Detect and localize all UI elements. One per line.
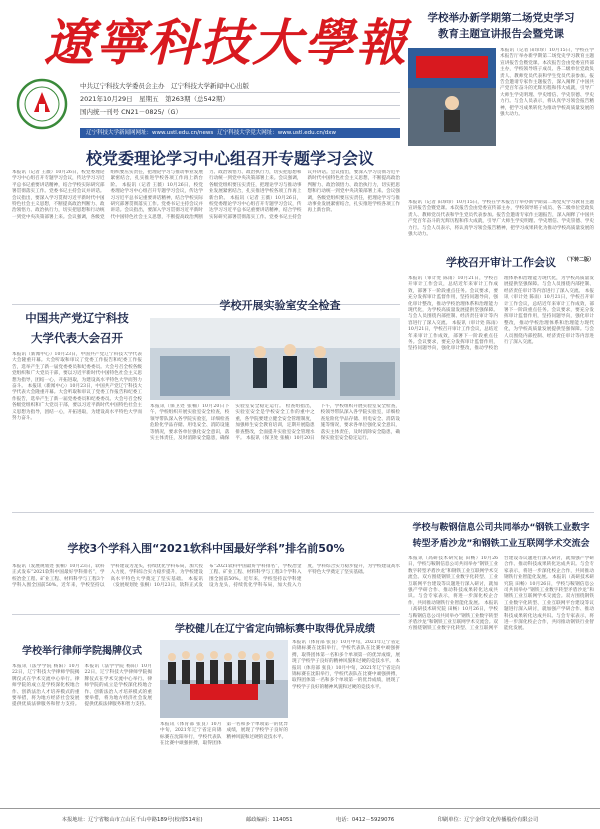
sport-body-right: 本报讯（体育部 张良）10月中旬，2021年辽宁省定向锦标赛在沈阳举行，学校代表队在比赛中顽强拼搏，取得团体第一名和多个单项第一的优异成绩，展现了学校学子良好的精神风貌和过硬的竞技水平。 本报讯（体育部 张良）10月中旬，2021年辽宁省定向锦标赛在沈阳举行，学校代表队在比赛中顽强拼搏，取得团体第一名和多个单项第一的优异成绩，展现了学校学子良好的精神风貌和过硬的竞技水平。 — [292, 640, 400, 690]
party-history-title-1: 学校举办新学期第二场党史学习 — [427, 12, 575, 24]
congress-body: 本报讯（新闻中心）10月23日，中国共产党辽宁科技大学代表大会隆重开幕。大会听取和审议了党委工作报告和纪委工作报告，选举产生了新一届党委委员和纪委委员。大会号召全校各级党组织和广大党员干部，要以习近平新时代中国特色社会主义思想为指导，团结一心，开拓进取，为建设高水平特色大学而努力奋斗。 本报讯（新闻中心）10月23日，中国共产党辽宁科技大学代表大会隆重开幕。大会听取和审议了党委工作报告和纪委工作报告，选举产生了新一届党委委员和纪委委员。大会号召全校各级党组织和广大党员干部，要以习近平新时代中国特色社会主义思想为指导，团结一心，开拓进取，为建设高水平特色大学而努力奋斗。 — [12, 352, 142, 422]
audit-body: 本报讯（审计处 陈雨）10月21日，学校召开审计工作会议，总结近年来审计工作成效，部署下一阶段重点任务。会议要求，要充分发挥审计监督作用，坚持问题导向，强化审计整改，推动学校治理体系和治理能力现代化，为学校高质量发展提供坚强保障。与会人员围绕内部控制、经济责任审计等内容进行了深入交流。 本报讯（审计处 陈雨）10月21日，学校召开审计工作会议，总结近年来审计工作成效，部署下一阶段重点任务。会议要求，要充分发挥审计监督作用，坚持问题导向，强化审计整改，推动学校治理体系和治理能力现代化，为学校高质量发展提供坚强保障。与会人员围绕内部控制、经济责任审计等内容进行了深入交流。 本报讯（审计处 陈雨）10月21日，学校召开审计工作会议，总结近年来审计工作成效，部署下一阶段重点任务。会议要求，要充分发挥审计监督作用，坚持问题导向，强化审计整改，推动学校治理体系和治理能力现代化，为学校高质量发展提供坚强保障。与会人员围绕内部控制、经济责任审计等内容进行了深入交流。 — [408, 276, 594, 352]
safety-body: 本报讯（保卫处 张楠）10月20日下午，学校组织开展实验室安全检查，校领导带队深入各学院实验室，详细检查危险化学品存储、用电安全、消防设施等情况，要求各单位强化安全意识，落实主体责任，及时消除安全隐患，确保实验室安全稳定运行。 检查组指出，实验室安全是学校安全工作的重中之重，各学院要建立健全安全管理制度，加强师生安全教育培训，定期开展隐患排查整改，全面提升实验室安全管理水平。 本报讯（保卫处 张楠）10月20日下午，学校组织开展实验室安全检查，校领导带队深入各学院实验室，详细检查危险化学品存储、用电安全、消防设施等情况，要求各单位强化安全意识，落实主体责任，及时消除安全隐患，确保实验室安全稳定运行。 — [150, 404, 400, 442]
footer-address: 本报地址：辽宁省鞍山市立山区千山中路189号(校部514室) — [61, 816, 203, 823]
party-history-body: 本报讯（记者 田珍珍）10月15日，学校在学术报告厅举办新学期第二场党史学习教育主题宣讲报告会暨党课。本次报告会由党委宣传部主办，学校领导班子成员、各二级单位党政负责人、教师党员代表和学生党员代表参加。报告会邀请专家作主题报告，深入阐释了中国共产党百年奋斗的光辉历程和伟大成就，引导广大师生学史明理、学史增信、学史崇德、学史力行。与会人员表示，将认真学习领会报告精神，把学习成果转化为推动学校高质量发展的强大动力。 — [500, 48, 594, 118]
forum-headline-2: 转型矛盾沙龙”和钢铁工业互联网学术交流会 — [412, 539, 590, 549]
divider — [12, 512, 594, 513]
ceremony-headline: 学校举行律师学院揭牌仪式 — [22, 646, 142, 657]
ranking-headline: 学校3个学科入围“2021软科中国最好学科”排名前50% — [67, 542, 345, 555]
party-history-title-2: 教育主题宣讲报告会暨党课 — [438, 28, 564, 40]
website-bar — [80, 128, 400, 138]
article-forum — [408, 520, 594, 806]
safety-inspection-photo — [150, 318, 400, 400]
sport-headline: 学校健儿在辽宁省定向锦标赛中取得优异成绩 — [175, 624, 375, 635]
ranking-body: 本报讯（发展规划处 张桐）10月23日，软科正式发布“2021软科中国最好学科排名”，学校冶金工程、矿业工程、材料科学与工程3个学科入围全国前50%。近年来，学校坚持以学科建设为龙头，持续优化学科布局，加大投入力度，学科综合实力稳步提升，为学校建设高水平特色大学奠定了坚实基础。 本报讯（发展规划处 张桐）10月23日，软科正式发布“2021软科中国最好学科排名”，学校冶金工程、矿业工程、材料科学与工程3个学科入围全国前50%。近年来，学校坚持以学科建设为龙头，持续优化学科布局，加大投入力度，学科综合实力稳步提升，为学校建设高水平特色大学奠定了坚实基础。 — [12, 564, 400, 589]
footer-zip: 邮政编码：114051 — [245, 816, 293, 823]
continued-note: （下转二版） — [563, 257, 594, 263]
party-history-body-cont: 本报讯（记者 田珍珍）10月15日，学校在学术报告厅举办新学期第二场党史学习教育主题宣讲报告会暨党课。本次报告会由党委宣传部主办，学校领导班子成员、各二级单位党政负责人、教师党员代表和学生党员代表参加。报告会邀请专家作主题报告，深入阐释了中国共产党百年奋斗的光辉历程和伟大成就，引导广大师生学史明理、学史增信、学史崇德、学史力行。与会人员表示，将认真学习领会报告精神，把学习成果转化为推动学校高质量发展的强大动力。 — [408, 200, 594, 238]
divider — [12, 614, 400, 615]
article-party-history — [408, 10, 594, 263]
news-site-link[interactable]: 辽宁科技大学新闻网网址：www.ustl.edu.cn/news — [86, 130, 214, 136]
masthead-info — [80, 80, 400, 119]
date-line: 2021年10月29日 星期五 第263期（总542期） — [80, 93, 400, 106]
lecture-scene-icon — [408, 48, 496, 146]
footer-printer: 印刷单位：辽宁金印文化传播股份有限公司 — [437, 816, 539, 823]
audit-headline: 学校召开审计工作会议 — [446, 256, 556, 269]
forum-headline-1: 学校与鞍钢信息公司共同举办“钢铁工业数字 — [412, 523, 590, 533]
newspaper-title: 遼寧科技大學報 — [44, 13, 408, 72]
congress-title-2: 大学代表大会召开 — [31, 331, 123, 345]
lecture-photo — [408, 48, 496, 146]
footer-phone: 电话：0412－5929076 — [336, 816, 395, 823]
ceremony-body: 本报讯（法学学院 杨阳）10月22日，辽宁科技大学律师学院揭牌仪式在学术交流中心举行。律师学院的成立是学校深化校地合作、创新法治人才培养模式的重要举措，将为地方经济社会发展提供优质法律服务和智力支持。 本报讯（法学学院 杨阳）10月22日，辽宁科技大学律师学院揭牌仪式在学术交流中心举行。律师学院的成立是学校深化校地合作、创新法治人才培养模式的重要举措，将为地方经济社会发展提供优质法律服务和智力支持。 — [12, 664, 152, 708]
main-article-body: 本报讯（记者 王薇）10月26日，校党委理论学习中心组召开专题学习会议，传达学习习近平总书记重要讲话精神，结合学校实际研究部署贯彻落实工作。党委书记主持会议并讲话。会议指出，要深入学习贯彻习近平新时代中国特色社会主义思想，不断提高政治判断力、政治领悟力、政治执行力，切实把思想和行动统一到党中央决策部署上来。会议强调，各级党组织要压实责任，把理论学习与推动事业发展紧密结合，扎实推进学校各项工作再上新台阶。 本报讯（记者 王薇）10月26日，校党委理论学习中心组召开专题学习会议，传达学习习近平总书记重要讲话精神，结合学校实际研究部署贯彻落实工作。党委书记主持会议并讲话。会议指出，要深入学习贯彻习近平新时代中国特色社会主义思想，不断提高政治判断力、政治领悟力、政治执行力，切实把思想和行动统一到党中央决策部署上来。会议强调，各级党组织要压实责任，把理论学习与推动事业发展紧密结合，扎实推进学校各项工作再上新台阶。 本报讯（记者 王薇）10月26日，校党委理论学习中心组召开专题学习会议，传达学习习近平总书记重要讲话精神，结合学校实际研究部署贯彻落实工作。党委书记主持会议并讲话。会议指出，要深入学习贯彻习近平新时代中国特色社会主义思想，不断提高政治判断力、政治领悟力、政治执行力，切实把思想和行动统一到党中央决策部署上来。会议强调，各级党组织要压实责任，把理论学习与推动事业发展紧密结合，扎实推进学校各项工作再上新台阶。 — [12, 170, 400, 220]
forum-body: 本报讯（高研技术研究院 田畅）10月26日，学校与鞍钢信息公司共同举办“钢铁工业数字转型矛盾沙龙”和钢铁工业互联网学术交流会。双方围绕钢铁工业数字化转型、工业互联网平台建设等议题进行深入研讨，就加强产学研合作、推动科技成果转化达成共识。与会专家表示，将进一步深化校企合作，共同推动钢铁行业智能化发展。 本报讯（高研技术研究院 田畅）10月26日，学校与鞍钢信息公司共同举办“钢铁工业数字转型矛盾沙龙”和钢铁工业互联网学术交流会。双方围绕钢铁工业数字化转型、工业互联网平台建设等议题进行深入研讨，就加强产学研合作、推动科技成果转化达成共识。与会专家表示，将进一步深化校企合作，共同推动钢铁行业智能化发展。 本报讯（高研技术研究院 田畅）10月26日，学校与鞍钢信息公司共同举办“钢铁工业数字转型矛盾沙龙”和钢铁工业互联网学术交流会。双方围绕钢铁工业数字化转型、工业互联网平台建设等议题进行深入研讨，就加强产学研合作、推动科技成果转化达成共识。与会专家表示，将进一步深化校企合作，共同推动钢铁行业智能化发展。 — [408, 556, 594, 632]
congress-title-1: 中国共产党辽宁科技 — [25, 311, 129, 325]
party-site-link[interactable]: 辽宁科技大学党大网址：www.ustl.edu.cn/dxw — [217, 130, 336, 136]
sport-team-photo — [160, 640, 288, 718]
footer — [0, 808, 600, 828]
lab-scene-icon — [150, 318, 400, 400]
main-headline: 校党委理论学习中心组召开专题学习会议 — [85, 149, 374, 168]
university-seal-icon — [12, 78, 74, 130]
safety-headline: 学校开展实验室安全检查 — [219, 299, 341, 312]
sport-body: 本报讯（体育部 张良）10月中旬，2021年辽宁省定向锦标赛在沈阳举行，学校代表队在比赛中顽强拼搏，取得团体第一名和多个单项第一的优异成绩，展现了学校学子良好的精神风貌和过硬的竞技水平。 — [160, 722, 288, 747]
sponsor-line: 中共辽宁科技大学委员会主办 辽宁科技大学新闻中心出版 — [80, 80, 400, 93]
cn-number: 国内统一刊号 CN21－0825/（G） — [80, 106, 400, 119]
team-banner-icon — [160, 640, 288, 718]
article-congress — [12, 308, 142, 532]
